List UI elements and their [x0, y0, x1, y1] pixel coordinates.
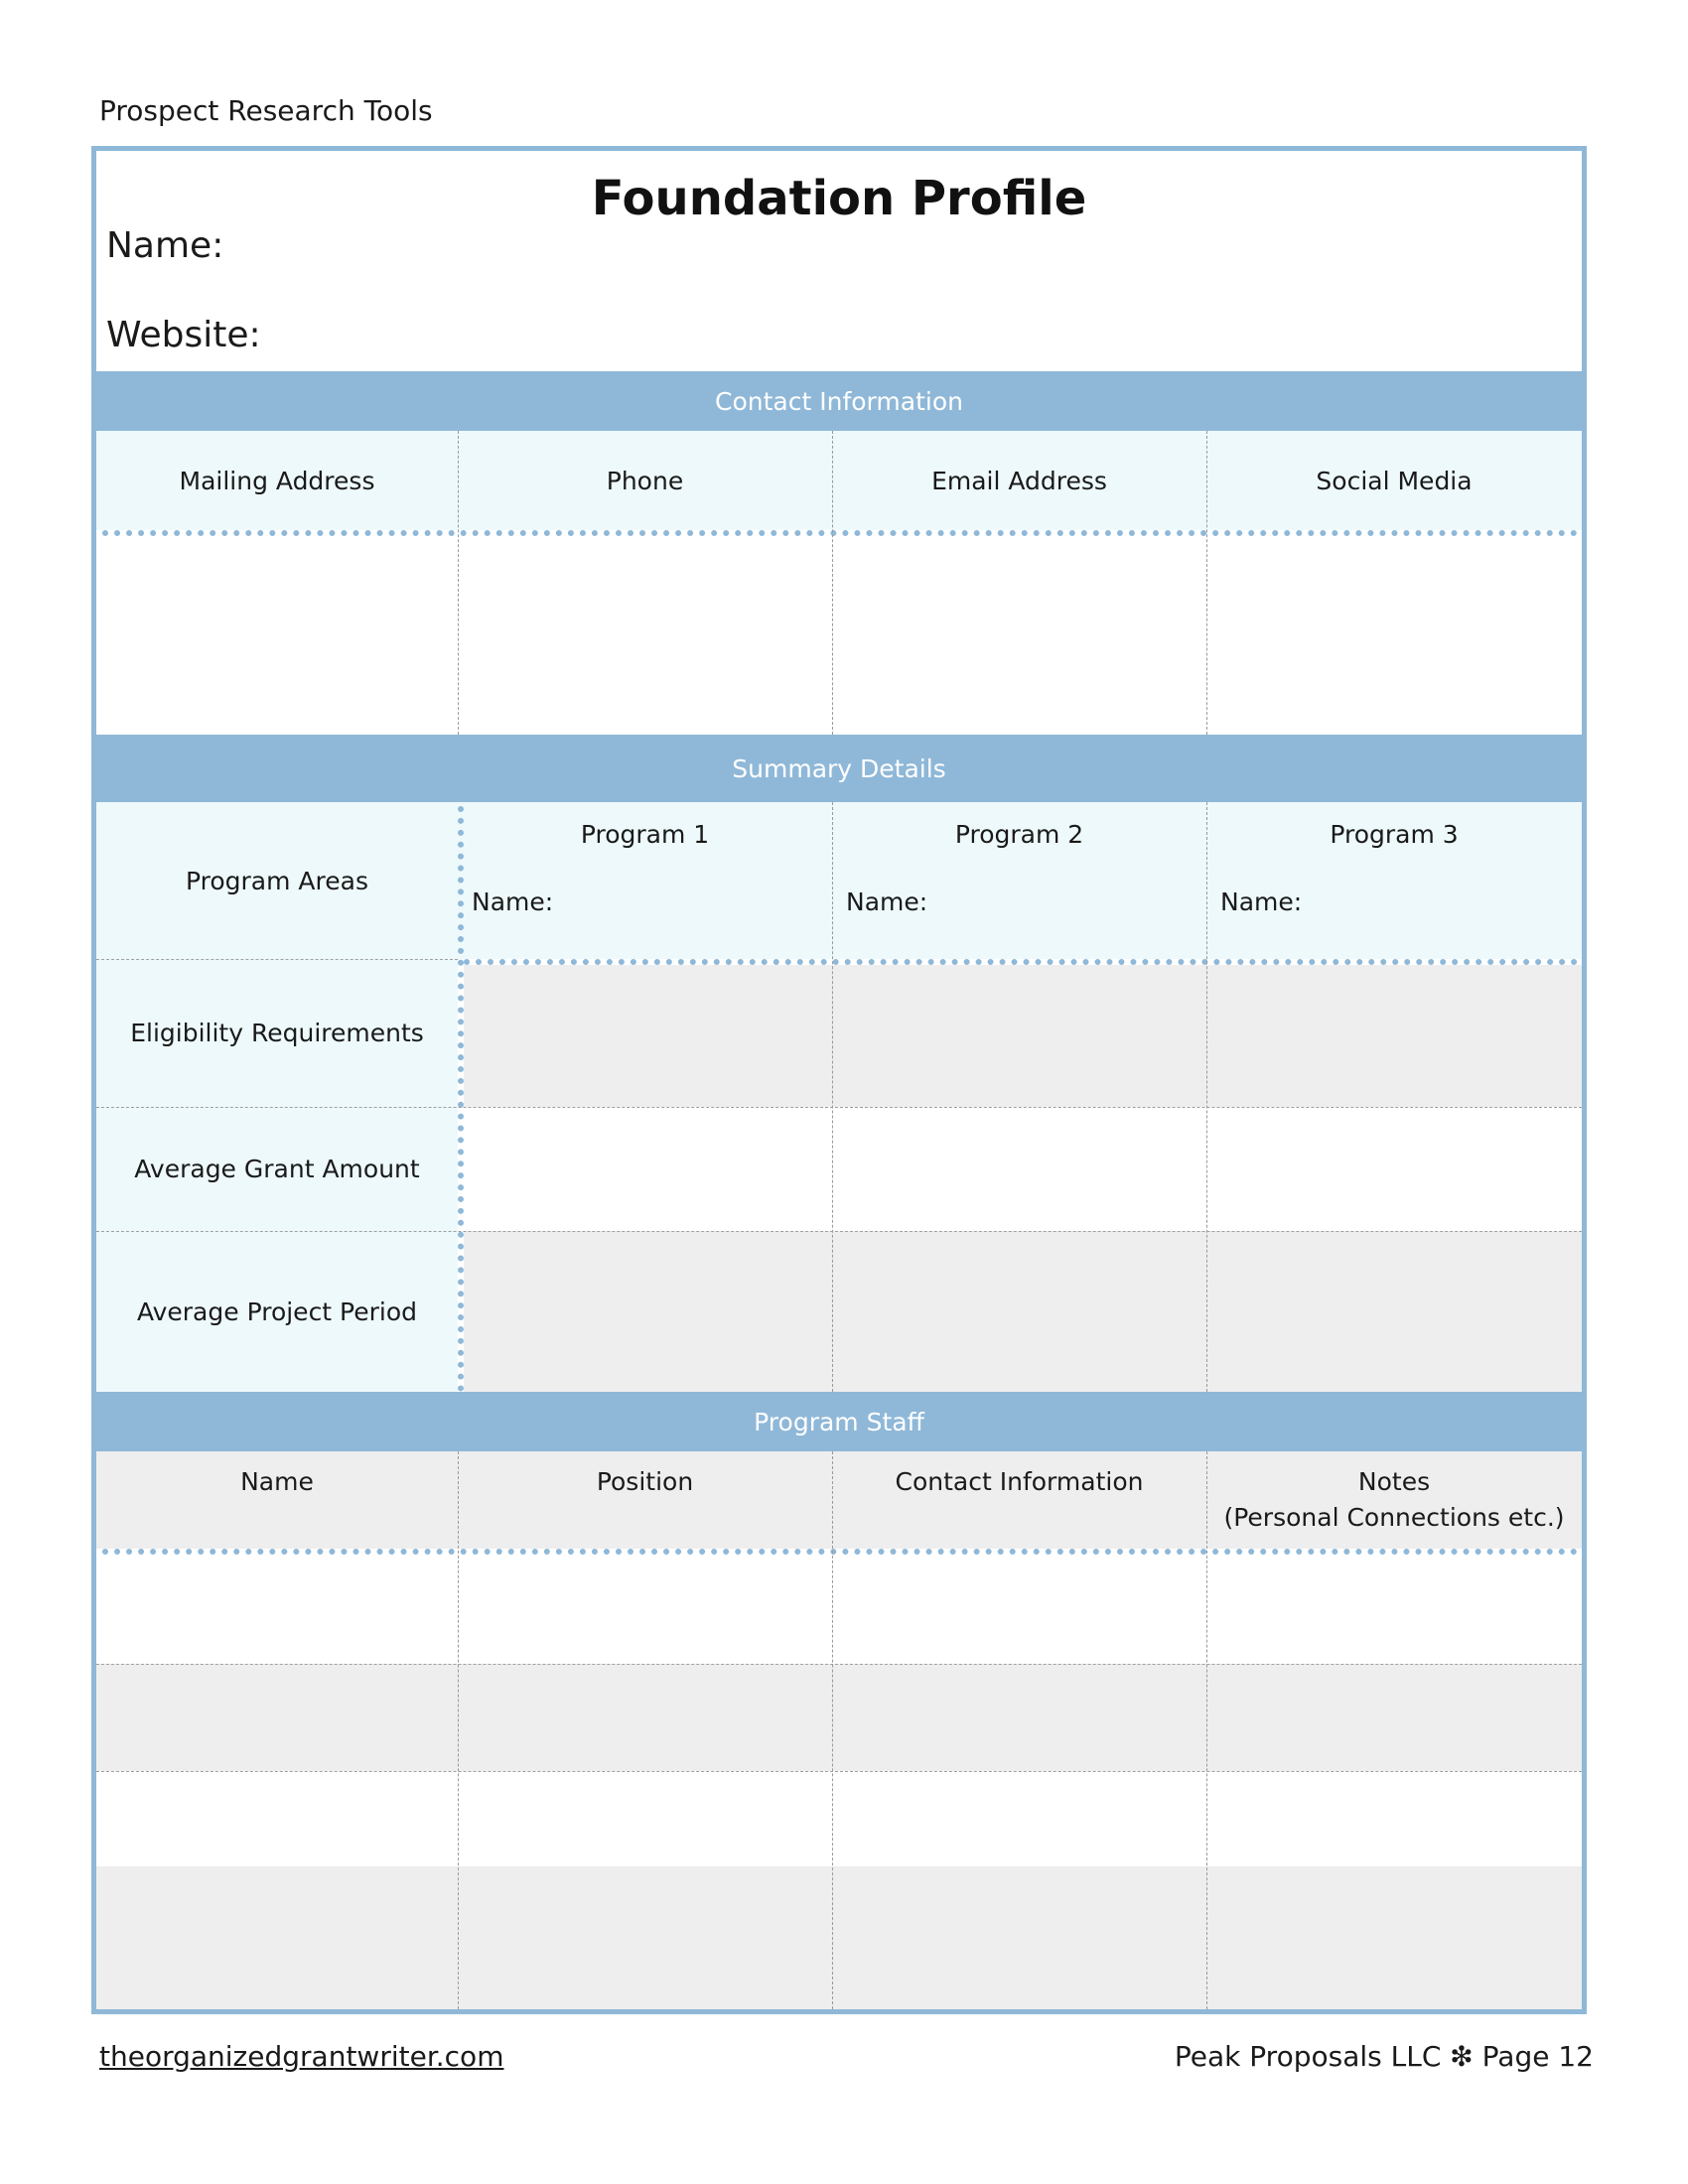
staff-col-contact: Contact Information — [895, 1466, 1144, 1496]
contact-col-social: Social Media — [1316, 466, 1473, 495]
program-2-heading: Program 2 — [954, 819, 1084, 849]
contact-col-mailing: Mailing Address — [179, 466, 375, 495]
divider — [96, 1664, 1582, 1665]
staff-col-name: Name — [240, 1466, 314, 1496]
program-3-heading: Program 3 — [1330, 819, 1459, 849]
footer-company: Peak Proposals LLC — [1174, 2040, 1442, 2073]
divider — [96, 1231, 1582, 1232]
foundation-profile-form — [91, 146, 1587, 2014]
page-header: Prospect Research Tools — [99, 94, 433, 127]
divider — [464, 959, 1578, 965]
program-2-name-label: Name: — [846, 887, 928, 916]
mailing-address-input[interactable] — [96, 536, 458, 735]
divider — [1206, 431, 1207, 735]
summary-section-heading: Summary Details — [96, 735, 1582, 802]
website-label: Website: — [106, 315, 261, 355]
program-3-eligibility-input[interactable] — [1206, 965, 1582, 1107]
staff-row-4[interactable] — [96, 1866, 1582, 2009]
staff-row-3[interactable] — [96, 1771, 1582, 1866]
row-label-grant-amount: Average Grant Amount — [134, 1155, 420, 1183]
footer-page-number: Page 12 — [1481, 2040, 1594, 2073]
program-2-eligibility-input[interactable] — [832, 965, 1206, 1107]
divider — [458, 431, 459, 735]
divider — [1206, 802, 1207, 1392]
program-2-project-period-input[interactable] — [832, 1231, 1206, 1392]
program-1-project-period-input[interactable] — [464, 1231, 832, 1392]
program-3-grant-amount-input[interactable] — [1206, 1107, 1582, 1231]
divider — [96, 1107, 1582, 1108]
staff-col-position: Position — [596, 1466, 694, 1496]
row-label-project-period: Average Project Period — [136, 1297, 418, 1326]
social-media-input[interactable] — [1206, 536, 1582, 735]
staff-col-notes: Notes — [1357, 1466, 1431, 1496]
phone-input[interactable] — [458, 536, 832, 735]
row-label-program-areas: Program Areas — [186, 866, 368, 895]
form-title: Foundation Profile — [591, 171, 1087, 226]
row-label-eligibility: Eligibility Requirements — [130, 1019, 424, 1047]
program-1-heading: Program 1 — [580, 819, 710, 849]
staff-row-1[interactable] — [96, 1555, 1582, 1664]
divider — [832, 802, 833, 1392]
footer-website-link[interactable]: theorganizedgrantwriter.com — [99, 2040, 504, 2073]
name-label: Name: — [106, 225, 224, 266]
staff-row-2[interactable] — [96, 1664, 1582, 1771]
email-input[interactable] — [832, 536, 1206, 735]
divider — [458, 806, 464, 1392]
divider — [458, 1451, 459, 2009]
staff-col-notes-sub: (Personal Connections etc.) — [1223, 1502, 1565, 1532]
divider — [832, 431, 833, 735]
contact-section-heading: Contact Information — [96, 371, 1582, 431]
program-1-name-label: Name: — [472, 887, 554, 916]
program-2-grant-amount-input[interactable] — [832, 1107, 1206, 1231]
contact-col-phone: Phone — [606, 466, 684, 495]
divider — [832, 1451, 833, 2009]
program-1-grant-amount-input[interactable] — [464, 1107, 832, 1231]
divider — [96, 959, 458, 960]
footer-separator: ❇ — [1450, 2040, 1474, 2073]
divider — [1206, 1451, 1207, 2009]
staff-section-heading: Program Staff — [96, 1392, 1582, 1451]
program-3-name-label: Name: — [1220, 887, 1303, 916]
program-1-eligibility-input[interactable] — [464, 965, 832, 1107]
divider — [96, 1771, 1582, 1772]
contact-col-email: Email Address — [931, 466, 1107, 495]
footer-page-info — [1175, 2040, 1594, 2073]
program-3-project-period-input[interactable] — [1206, 1231, 1582, 1392]
